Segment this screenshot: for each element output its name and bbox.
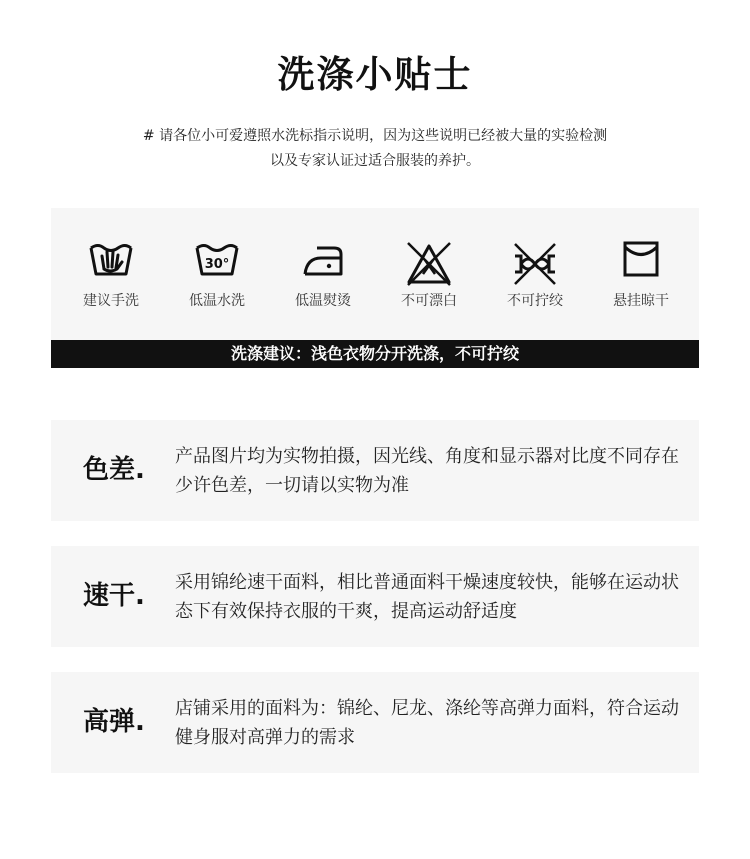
hand-wash-icon xyxy=(87,240,135,280)
page-title: 洗涤小贴士 xyxy=(277,53,473,96)
tip-card-quick-dry xyxy=(51,546,699,647)
tip-key-quick-dry: 速干. xyxy=(83,581,145,611)
tip-card-elastic xyxy=(51,672,699,773)
care-item-iron xyxy=(270,240,376,310)
care-item-hand-wash xyxy=(58,240,164,310)
wash-temp-text: 30° xyxy=(204,257,230,272)
care-label-no-wring: 不可拧绞 xyxy=(507,293,563,309)
care-symbols-panel xyxy=(51,208,699,368)
care-label-iron: 低温熨烫 xyxy=(295,293,351,309)
care-item-no-wring xyxy=(482,240,588,310)
care-label-no-bleach: 不可漂白 xyxy=(401,293,457,309)
intro-line-1: # 请各位小可爱遵照水洗标指示说明，因为这些说明已经被大量的实验检测 xyxy=(142,128,608,144)
care-label-wash-30: 低温水洗 xyxy=(189,293,245,309)
tip-key-elastic: 高弹. xyxy=(83,707,145,737)
care-item-hang-dry xyxy=(588,240,694,310)
care-item-wash-30 xyxy=(164,240,270,310)
care-label-hang-dry: 悬挂晾干 xyxy=(613,293,669,309)
care-item-no-bleach xyxy=(376,240,482,310)
no-bleach-icon xyxy=(405,240,453,288)
intro-line-2: 以及专家认证过适合服装的养护。 xyxy=(270,153,480,169)
tip-text-quick-dry: 采用锦纶速干面料，相比普通面料干燥速度较快，能够在运动状态下有效保持衣服的干爽，提高运动舒适度 xyxy=(175,572,679,622)
tip-text-color: 产品图片均为实物拍摄，因光线、角度和显示器对比度不同存在少许色差，一切请以实物为准 xyxy=(175,446,679,496)
tip-key-color: 色差. xyxy=(83,455,145,485)
care-icons-row xyxy=(51,240,699,320)
wash-advice-bar: 洗涤建议：浅色衣物分开洗涤，不可拧绞 xyxy=(51,340,699,368)
care-label-hand-wash: 建议手洗 xyxy=(83,293,139,309)
intro-text xyxy=(0,124,750,174)
wash-30-icon xyxy=(193,240,241,280)
tip-card-color xyxy=(51,420,699,521)
tip-text-elastic: 店铺采用的面料为：锦纶、尼龙、涤纶等高弹力面料，符合运动健身服对高弹力的需求 xyxy=(175,698,679,748)
no-wring-icon xyxy=(511,240,559,288)
iron-icon xyxy=(299,240,347,280)
hang-dry-icon xyxy=(617,240,665,280)
